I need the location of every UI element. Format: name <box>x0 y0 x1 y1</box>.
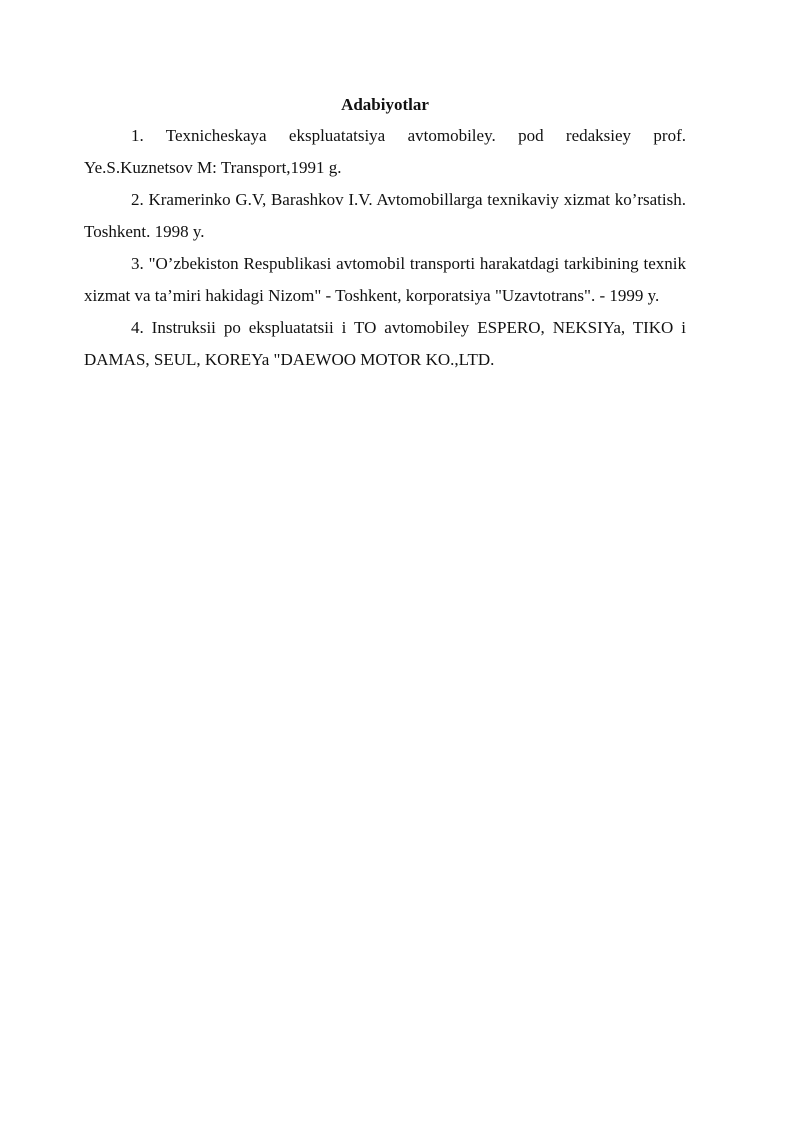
reference-item-3: 3. "O’zbekiston Respublikasi avtomobil transporti harakatdagi tarkibining texnik xizmat va ta’miri hakidagi Nizom" - Toshkent, korporatsiya "Uzavtotrans". - 1999 y. <box>84 254 686 305</box>
reference-item-2: 2. Kramerinko G.V, Barashkov I.V. Avtomobillarga texnikaviy xizmat ko’rsatish. Toshkent. 1998 y. <box>84 190 686 241</box>
reference-item-4: 4. Instruksii po ekspluatatsii i TO avtomobiley ESPERO, NEKSIYa, TIKO i DAMAS, SEUL, KOREYa "DAEWOO MOTOR KO.,LTD. <box>84 318 686 369</box>
reference-list <box>84 120 686 376</box>
page-title: Adabiyotlar <box>341 95 429 114</box>
page-content <box>84 93 686 376</box>
reference-item-1: 1. Texnicheskaya ekspluatatsiya avtomobiley. pod redaksiey prof. Ye.S.Kuznetsov M: Transport,1991 g. <box>84 126 686 177</box>
